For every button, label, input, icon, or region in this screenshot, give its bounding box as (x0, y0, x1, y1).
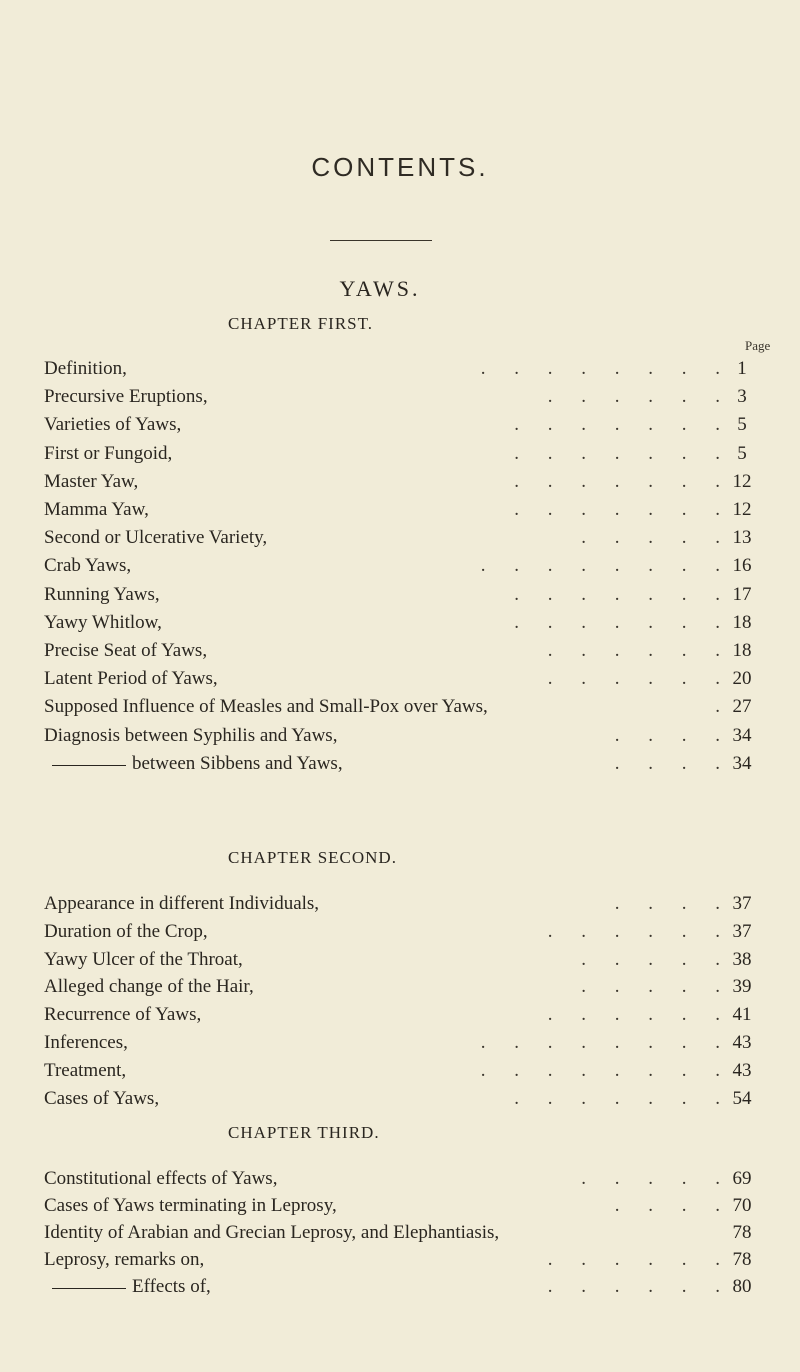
toc-entry-label: Yawy Ulcer of the Throat, (44, 948, 243, 970)
toc-entry-label: Treatment, (44, 1059, 127, 1081)
toc-leader-dots: . . . . (614, 752, 720, 774)
toc-page-number: 37 (732, 920, 752, 942)
toc-page-number: 20 (732, 668, 752, 690)
toc-entry-label: Mamma Yaw, (44, 499, 149, 520)
toc-leader-dots: . (715, 696, 720, 718)
toc-entry (44, 722, 760, 750)
toc-entry-label: Effects of, (132, 1276, 211, 1297)
toc-leader-dots: . . . . . (581, 527, 720, 549)
toc-leader-dots: . . . . . . (547, 1276, 720, 1297)
toc-entry (44, 1165, 760, 1193)
toc-leader-dots: . . . . . . . (514, 470, 720, 492)
toc-leader-dots: . . . . . . (547, 1004, 720, 1026)
toc-leader-dots: . . . . . . (547, 1249, 720, 1270)
toc-entry (44, 355, 760, 383)
toc-entry (44, 411, 760, 439)
toc-page-number: 3 (737, 386, 747, 408)
ditto-dash (52, 765, 126, 766)
toc-entry (44, 496, 760, 524)
toc-page-number: 70 (732, 1195, 752, 1216)
toc-entry (44, 468, 760, 496)
toc-leader-dots: . . . . . . . . (480, 358, 720, 379)
toc-page-number: 1 (737, 358, 747, 379)
toc-page-number: 43 (732, 1059, 752, 1081)
toc-entry (44, 1219, 760, 1247)
toc-entry (44, 581, 760, 609)
toc-entry (44, 383, 760, 411)
toc-leader-dots: . . . . . . . . (480, 1032, 720, 1053)
toc-entry (44, 524, 760, 552)
toc-entry (44, 637, 760, 665)
toc-entry-label: Cases of Yaws terminating in Leprosy, (44, 1195, 337, 1216)
toc-page-number: 78 (732, 1222, 752, 1243)
toc-leader-dots: . . . . (614, 893, 720, 914)
toc-page-number: 16 (732, 555, 752, 577)
toc-page-number: 37 (732, 893, 752, 914)
toc-leader-dots: . . . . . (581, 976, 720, 998)
toc-page-number: 41 (732, 1004, 752, 1026)
toc-entry-label: Latent Period of Yaws, (44, 668, 218, 690)
toc-entry (44, 1273, 760, 1301)
toc-entry (44, 552, 760, 580)
toc-page-number: 78 (732, 1249, 752, 1270)
toc-entry-label: between Sibbens and Yaws, (132, 752, 343, 774)
toc-entry-label: Inferences, (44, 1032, 128, 1053)
toc-leader-dots: . . . . . . . (514, 499, 720, 520)
toc-page-number: 5 (737, 414, 747, 436)
toc-entry (44, 1192, 760, 1220)
toc-leader-dots: . . . . . . . . (480, 1059, 720, 1081)
toc-leader-dots: . . . . . . (547, 920, 720, 942)
toc-entry (44, 946, 760, 974)
toc-entry-label: Cases of Yaws, (44, 1087, 160, 1109)
toc-entry-label: Varieties of Yaws, (44, 414, 182, 436)
toc-entry-label: Yawy Whitlow, (44, 611, 162, 633)
toc-entry (44, 1085, 760, 1113)
toc-leader-dots: . . . . . . (547, 668, 720, 690)
page-title: CONTENTS. (311, 152, 489, 182)
toc-leader-dots: . . . . . . . (514, 442, 720, 464)
toc-entry-label: Precursive Eruptions, (44, 386, 208, 408)
section-title: YAWS. (339, 276, 421, 301)
toc-page-number: 17 (732, 583, 752, 605)
toc-page-number: 38 (732, 948, 752, 970)
toc-leader-dots: . . . . . . . (514, 611, 720, 633)
toc-page-number: 54 (732, 1087, 752, 1109)
toc-entry-label: Diagnosis between Syphilis and Yaws, (44, 724, 338, 746)
toc-entry (44, 665, 760, 693)
chapter-heading: CHAPTER FIRST. (228, 314, 373, 333)
title-rule (330, 240, 432, 241)
toc-entry-label: Master Yaw, (44, 470, 139, 492)
toc-page-number: 12 (732, 470, 752, 492)
page-column-label: Page (745, 338, 771, 353)
toc-entry-label: Alleged change of the Hair, (44, 976, 254, 998)
toc-entry (44, 1246, 760, 1274)
toc-entry-label: Supposed Influence of Measles and Small-Pox over Yaws, (44, 696, 488, 718)
toc-entry (44, 693, 760, 721)
toc-entry-label: Identity of Arabian and Grecian Leprosy, and Elephantiasis, (44, 1222, 500, 1243)
toc-page-number: 34 (732, 752, 752, 774)
toc-page-number: 39 (732, 976, 752, 998)
toc-entry-label: Recurrence of Yaws, (44, 1004, 202, 1026)
toc-page-number: 18 (732, 611, 752, 633)
toc-leader-dots: . . . . (614, 1195, 720, 1216)
toc-entry (44, 890, 760, 918)
toc-leader-dots: . . . . . . . (514, 414, 720, 436)
toc-entry (44, 1001, 760, 1029)
toc-entry (44, 750, 760, 778)
toc-leader-dots: . . . . . . (547, 640, 720, 661)
toc-entry-label: Leprosy, remarks on, (44, 1249, 205, 1270)
toc-leader-dots: . . . . . (581, 948, 720, 970)
toc-entry-label: Precise Seat of Yaws, (44, 640, 208, 661)
ditto-dash (52, 1288, 126, 1289)
toc-leader-dots: . . . . (614, 724, 720, 746)
toc-leader-dots: . . . . . . . (514, 583, 720, 605)
chapter-heading: CHAPTER SECOND. (228, 848, 397, 867)
toc-page-number: 80 (732, 1276, 752, 1297)
toc-entry (44, 1057, 760, 1085)
toc-entry-label: Constitutional effects of Yaws, (44, 1168, 278, 1189)
toc-entry-label: Crab Yaws, (44, 555, 132, 577)
toc-entry-label: Appearance in different Individuals, (44, 893, 320, 914)
toc-entry-label: Second or Ulcerative Variety, (44, 527, 268, 549)
toc-entry (44, 1029, 760, 1057)
toc-page-number: 13 (732, 527, 752, 549)
toc-page-number: 12 (732, 499, 752, 520)
toc-entry-label: Running Yaws, (44, 583, 160, 605)
toc-page-number: 27 (732, 696, 752, 718)
toc-page-number: 18 (732, 640, 752, 661)
toc-leader-dots: . . . . . . (547, 386, 720, 408)
toc-entry (44, 609, 760, 637)
toc-leader-dots: . . . . . (581, 1168, 720, 1189)
toc-page-number: 5 (737, 442, 747, 464)
toc-entry-label: First or Fungoid, (44, 442, 173, 464)
toc-entry-label: Duration of the Crop, (44, 920, 208, 942)
toc-entry-label: Definition, (44, 358, 127, 379)
toc-entry (44, 918, 760, 946)
toc-page-number: 34 (732, 724, 752, 746)
toc-page-number: 43 (732, 1032, 752, 1053)
toc-leader-dots: . . . . . . . (514, 1087, 720, 1109)
toc-entry (44, 440, 760, 468)
toc-entry (44, 973, 760, 1001)
toc-page-number: 69 (732, 1168, 752, 1189)
toc-leader-dots: . . . . . . . . (480, 555, 720, 577)
chapter-heading: CHAPTER THIRD. (228, 1123, 380, 1142)
